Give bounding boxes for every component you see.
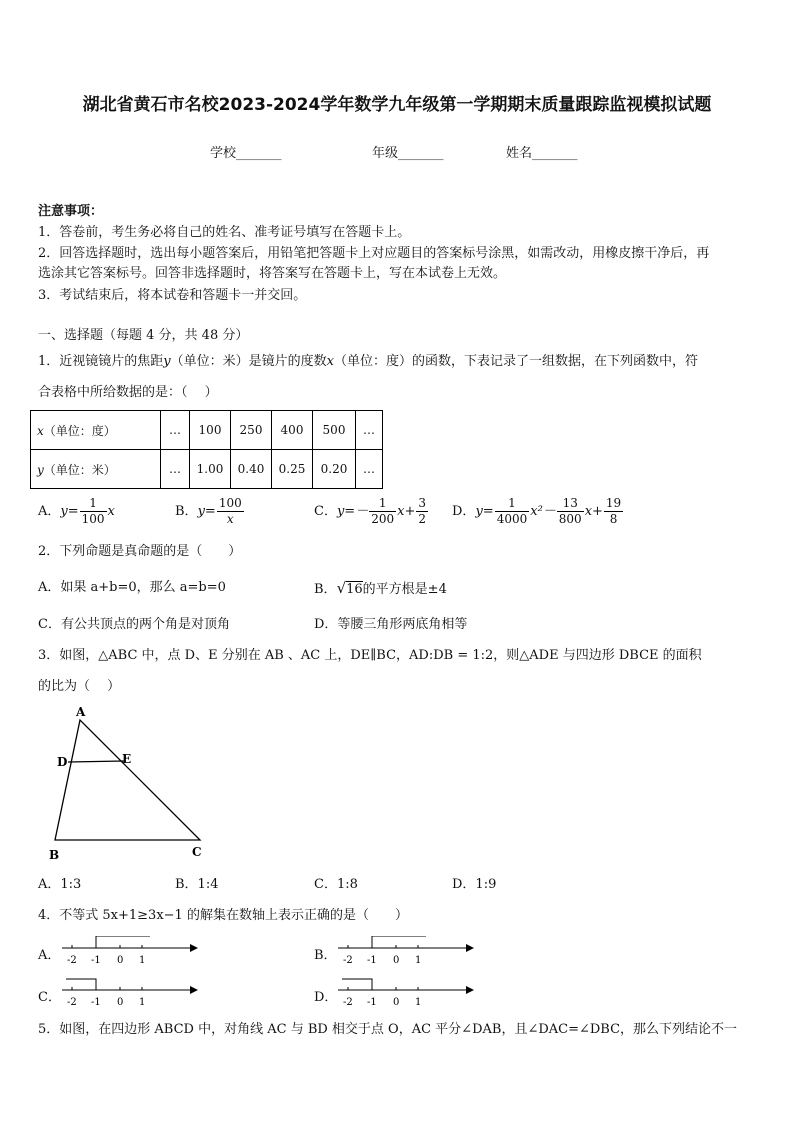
label-e: E (122, 752, 132, 766)
q2-stem: 2．下列命题是真命题的是（ ） (38, 544, 242, 559)
svg-text:1: 1 (139, 997, 146, 1008)
q3-stem-line2: 的比为（ ） (38, 679, 121, 694)
svg-text:0: 0 (393, 955, 400, 966)
notice-item: 1．答卷前，考生务必将自己的姓名、准考证号填写在答题卡上。 (38, 225, 411, 240)
q1-option-b: B．y= $\frac{100}{x}$ (175, 496, 242, 526)
number-line-d (338, 978, 478, 1010)
svg-text:-1: -1 (367, 955, 377, 966)
q4-stem: 4．不等式 5x+1≥3x−1 的解集在数轴上表示正确的是（ ） (38, 908, 408, 923)
segment-de (68, 761, 124, 762)
svg-text:1: 1 (415, 955, 422, 966)
q1-option-a: A．y= $\frac{1}{100}$ x (38, 496, 115, 526)
q1-stem: 1．近视镜镜片的焦距y（单位：米）是镜片的度数x（单位：度）的函数，下表记录了一组数据，在下列函数中，符 (38, 354, 699, 369)
q1-stem-line2: 合表格中所给数据的是：（ ） (38, 385, 218, 400)
notice-item: 2．回答选择题时，选出每小题答案后，用铅笔把答题卡上对应题目的答案标号涂黑，如需改动，用橡皮擦干净后，再 (38, 246, 710, 261)
svg-text:-1: -1 (91, 997, 101, 1008)
label-a: A (76, 705, 86, 719)
label-b: B (49, 848, 60, 862)
q3-option-b: B．1:4 (175, 877, 219, 892)
label-d: D (57, 755, 68, 769)
svg-text:0: 0 (117, 997, 124, 1008)
q1-option-d: D．y= $\frac{1}{4000}$ x²－ $\frac{13}{800}$ x+ $\frac{19}{8}$ (452, 496, 622, 526)
number-line-a (62, 936, 202, 968)
number-line-b (338, 936, 478, 968)
notice-heading: 注意事项： (38, 204, 104, 219)
svg-text:0: 0 (393, 997, 400, 1008)
q3-triangle-figure (40, 700, 220, 868)
svg-text:1: 1 (139, 955, 146, 966)
section-heading: 一、选择题（每题 4 分，共 48 分） (38, 328, 249, 343)
q2-option-a: A．如果 a+b=0，那么 a=b=0 (38, 580, 226, 595)
svg-text:-2: -2 (343, 997, 353, 1008)
table-row: x（单位：度） … 100 250 400 500 … (31, 411, 383, 450)
svg-text:-2: -2 (343, 955, 353, 966)
q2-option-d: D．等腰三角形两底角相等 (314, 617, 468, 632)
name-field: 姓名_______ (506, 146, 578, 161)
q3-option-a: A．1:3 (38, 877, 82, 892)
q3-stem: 3．如图，△ABC 中，点 D、E 分别在 AB 、AC 上，DE∥BC，AD:DB = 1:2，则△ADE 与四边形 DBCE 的面积 (38, 648, 702, 663)
notice-item: 选涂其它答案标号。回答非选择题时，将答案写在答题卡上，写在本试卷上无效。 (38, 266, 507, 281)
label-c: C (192, 845, 202, 859)
svg-text:-2: -2 (67, 955, 77, 966)
q3-option-c: C．1:8 (314, 877, 358, 892)
svg-text:-1: -1 (91, 955, 101, 966)
svg-text:-2: -2 (67, 997, 77, 1008)
q1-option-c: C．y=－ $\frac{1}{200}$ x+ $\frac{3}{2}$ (314, 496, 426, 526)
number-line-c (62, 978, 202, 1010)
svg-text:-1: -1 (367, 997, 377, 1008)
q2-option-c: C．有公共顶点的两个角是对顶角 (38, 617, 230, 632)
svg-text:0: 0 (117, 955, 124, 966)
grade-field: 年级_______ (372, 146, 444, 161)
triangle-abc (55, 720, 200, 840)
school-field: 学校_______ (210, 146, 282, 161)
q3-option-d: D．1:9 (452, 877, 497, 892)
svg-text:1: 1 (415, 997, 422, 1008)
q5-stem: 5．如图，在四边形 ABCD 中，对角线 AC 与 BD 相交于点 O，AC 平分∠DAB，且∠DAC=∠DBC，那么下列结论不一 (38, 1022, 738, 1037)
q1-table (30, 410, 383, 489)
table-row: y（单位：米） … 1.00 0.40 0.25 0.20 … (31, 450, 383, 489)
notice-item: 3．考试结束后，将本试卷和答题卡一并交回。 (38, 288, 307, 303)
q2-option-b: B．√16的平方根是±4 (314, 579, 447, 597)
page-title: 湖北省黄石市名校2023-2024学年数学九年级第一学期期末质量跟踪监视模拟试题 (82, 95, 712, 115)
